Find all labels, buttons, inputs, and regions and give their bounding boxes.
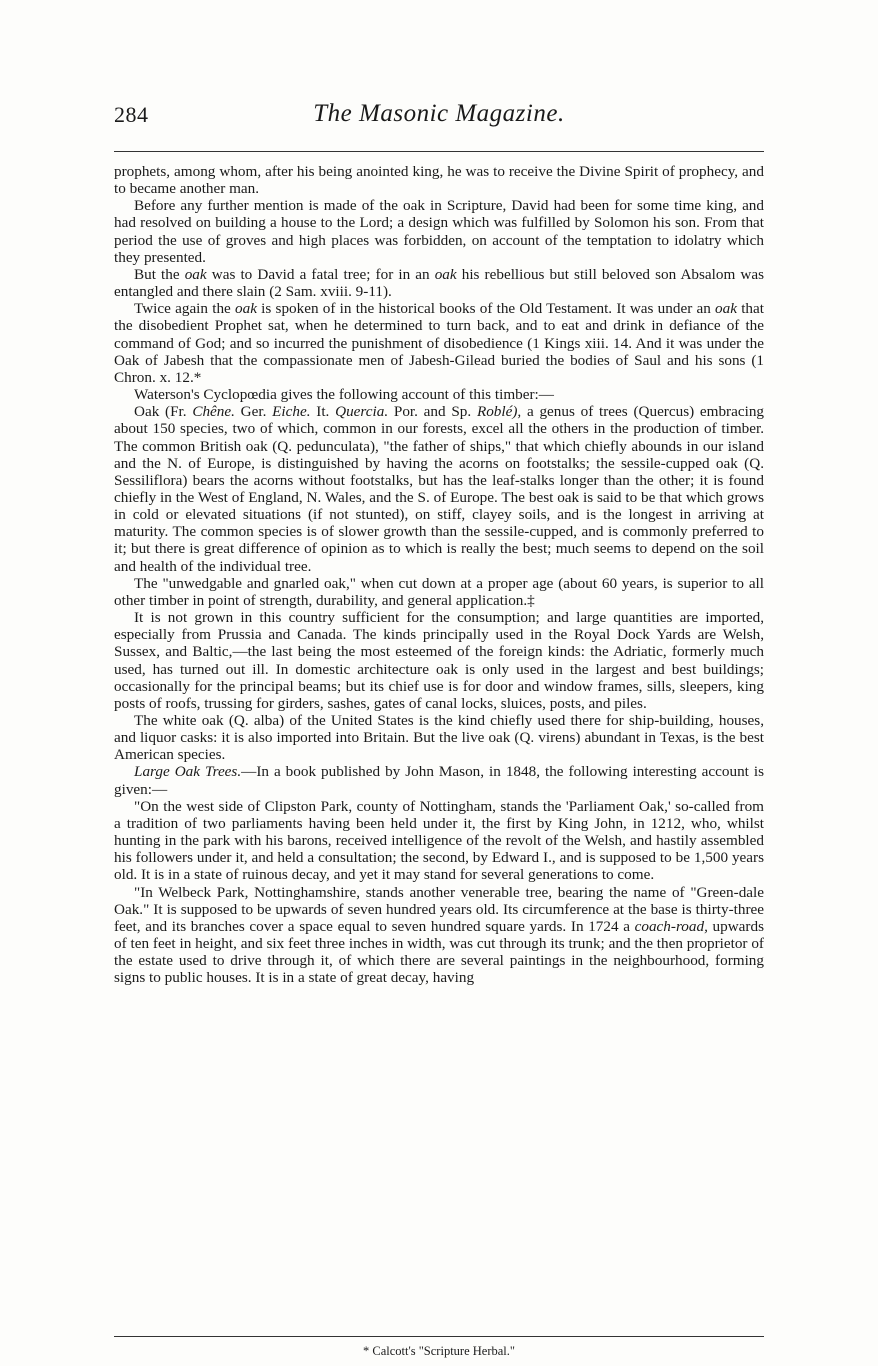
italic-spanish: Roblé), (476, 403, 522, 421)
italic-french: Chêne. (192, 403, 235, 421)
italic-oak: oak (184, 265, 207, 283)
page-header (114, 100, 764, 134)
article-body (114, 163, 764, 987)
footnote: * Calcott's "Scripture Herbal." (362, 1344, 515, 1358)
paragraph-8: It is not grown in this country sufficient for the consumption; and large quantities are imported, especially from Prussia and Canada. The kinds principally used in the Royal Dock Yards are Welsh, Sussex, and Baltic,—the last being the most esteemed of the foreign kinds: the Adriatic, formerly much used, has turned out ill. In domestic architecture oak is only used in the largest and best buildings; occasionally for the principal beams; but its chief use is for door and window frames, sills, sleepers, king posts of roofs, trussing for girders, sashes, gates of canal locks, sluices, posts, and piles. (114, 609, 764, 712)
text-run: a genus of trees (Quercus) embracing about 150 species, two of which, common in our forests, excel all the others in the production of timber. The common British oak (Q. pedunculata), "the father of ships," that which chiefly abounds in our island and the N. of Europe, is distinguished by having the acorns on footstalks; the sessile-cupped oak (Q. Sessiliflora) bears the acorns without footstalks, but has the leaf-stalks longer than the other; it is found chiefly in the West of England, N. Wales, and the S. of Europe. The best oak is said to be that which grows in cold or elevated situations (if not stunted), on stiff, clayey soils, and is the longest in arriving at maturity. The common species is of slower growth than the sessile-cupped, and is commonly preferred to it; but there is great difference of opinion as to which is really the best; much seems to depend on the soil and health of the individual tree. (114, 403, 765, 575)
text-run: Por. and Sp. (388, 403, 477, 421)
text-run: —In a book published by John Mason, in 1848, the following interesting account is given:— (114, 763, 764, 798)
paragraph-6 (114, 403, 764, 575)
paragraph-3 (114, 266, 764, 300)
italic-oak: oak (715, 300, 737, 318)
paragraph-7: The "unwedgable and gnarled oak," when cut down at a proper age (about 60 years, is superior to all other timber in point of strength, durability, and general application.‡ (114, 574, 764, 609)
text-run: Ger. (234, 403, 273, 421)
paragraph-4 (114, 300, 764, 386)
paragraph-11: "On the west side of Clipston Park, county of Nottingham, stands the 'Parliament Oak,' so-called from a tradition of two parliaments having been held under it, the first by King John, in 1212, who, whilst hunting in the park with his barons, received intelligence of the revolt of the Welsh, and hastily assembled his followers under it, and held a consultation; the second, by Edward I., and is supposed to be 1,500 years old. It is in a state of ruinous decay, and yet it may stand for several generations to come. (114, 797, 764, 884)
paragraph-12 (114, 884, 764, 987)
text-run: Twice again the (134, 300, 236, 318)
text-run: "In Welbeck Park, Nottinghamshire, stands another venerable tree, bearing the name of "Green-dale Oak." It is supposed to be upwards of seven hundred years old. Its circumference at the base is thirty-three feet, and its branches cover a space equal to seven hundred square yards. In 1724 a (114, 883, 764, 935)
italic-italian: Quercia. (335, 403, 389, 421)
text-run: was to David a fatal tree; for in an (206, 265, 435, 283)
paragraph-9: The white oak (Q. alba) of the United States is the kind chiefly used there for ship-building, houses, and liquor casks: it is also imported into Britain. But the live oak (Q. virens) abundant in Texas, is the best American species. (114, 712, 764, 764)
paragraph-2: Before any further mention is made of the oak in Scripture, David had been for some time king, and had resolved on building a house to the Lord; a design which was fulfilled by Solomon his son. From that period the use of groves and high places was forbidden, on account of the temptation to idolatry which they presented. (114, 197, 764, 266)
running-title: The Masonic Magazine. (313, 100, 565, 127)
paragraph-10 (114, 763, 764, 797)
text-run: that the disobedient Prophet sat, when he determined to turn back, and to eat and drink in defiance of the command of God; and so incurred the punishment of disobedience (1 Kings xiii. 14. And it was under the Oak of Jabesh that the compassionate men of Jabesh-Gilead buried the bodies of Saul and his sons (1 Chron. x. 12.* (114, 300, 764, 386)
text-run: is spoken of in the historical books of the Old Testament. It was under an (256, 300, 716, 318)
text-run: But the (134, 265, 185, 283)
text-run: Oak (Fr. (134, 403, 193, 421)
text-run: upwards of ten feet in height, and six feet three inches in width, was cut through its trunk; and the then proprietor of the estate used to drive through it, of which there are several paintings in the neighbourhood, forming signs to public houses. It is in a state of great decay, having (114, 917, 764, 987)
italic-oak: oak (235, 300, 257, 318)
footnote-rule (114, 1336, 764, 1337)
italic-oak: oak (434, 265, 457, 283)
italic-german: Eiche. (272, 403, 311, 421)
italic-coach-road: coach-road, (634, 917, 708, 935)
text-run: It. (310, 403, 336, 421)
paragraph-1: prophets, among whom, after his being anointed king, he was to receive the Divine Spirit of prophecy, and to became another man. (114, 163, 764, 198)
italic-heading-large-oak-trees: Large Oak Trees. (134, 763, 242, 781)
page-number: 284 (114, 102, 149, 127)
header-rule (114, 151, 764, 152)
text-run: his rebellious but still beloved son Absalom was entangled and there slain (2 Sam. xviii. 9-11). (114, 265, 765, 301)
paragraph-5: Waterson's Cyclopœdia gives the following account of this timber:— (134, 386, 554, 404)
